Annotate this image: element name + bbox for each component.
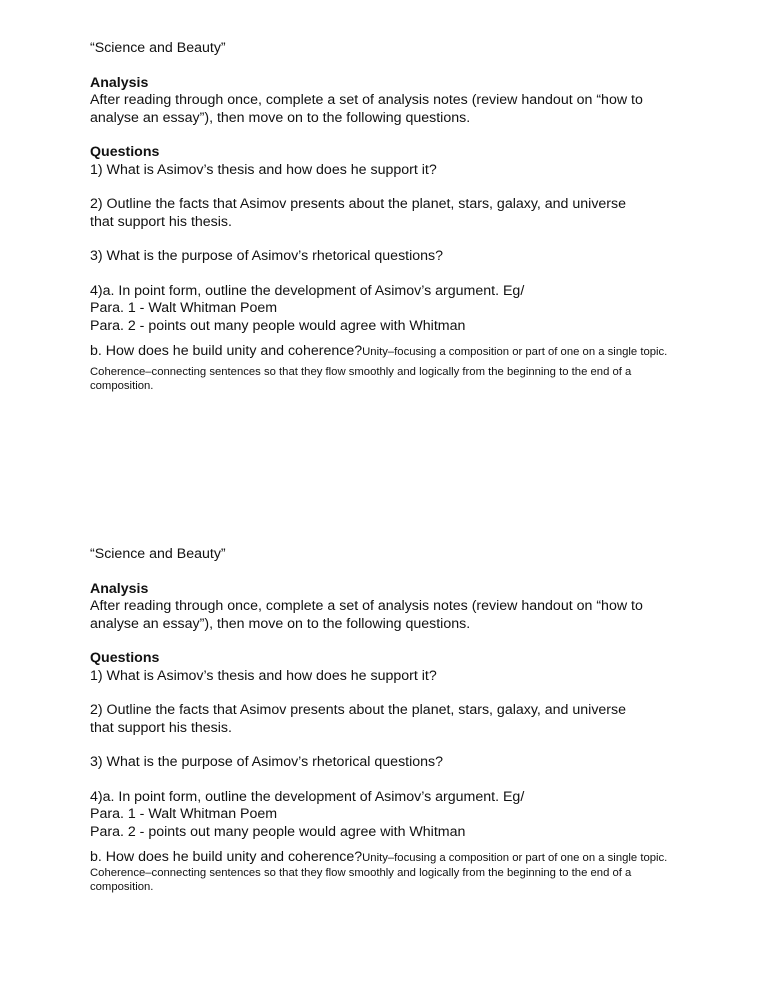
question-1: 1) What is Asimov’s thesis and how does he support it? [90,667,437,684]
analysis-text-line2: analyse an essay”), then move on to the following questions. [90,109,471,126]
question-2-line2: that support his thesis. [90,213,232,230]
unity-definition: Unity–focusing a composition or part of one on a single topic. [362,852,668,864]
question-2-line1: 2) Outline the facts that Asimov presents about the planet, stars, galaxy, and universe [90,702,627,718]
para-1-example: Para. 1 - Walt Whitman Poem [90,806,278,822]
document-title: “Science and Beauty” [90,40,226,56]
analysis-heading: Analysis [90,74,149,91]
unity-definition: Unity–focusing a composition or part of one on a single topic. [362,346,668,358]
question-4b [90,344,690,360]
coherence-definition: Coherence–connecting sentences so that they flow smoothly and logically from the beginning to the end of a composition. [90,365,632,392]
question-3: 3) What is the purpose of Asimov’s rhetorical questions? [90,248,444,264]
analysis-text-line2: analyse an essay”), then move on to the following questions. [90,615,471,632]
questions-heading: Questions [90,144,160,160]
analysis-text-line1: After reading through once, complete a set of analysis notes (review handout on “how to [90,92,643,108]
question-4b-text: b. How does he build unity and coherence? [90,849,363,865]
question-4b [90,850,690,866]
question-1: 1) What is Asimov’s thesis and how does he support it? [90,161,437,178]
document-title: “Science and Beauty” [90,546,226,562]
question-4a: 4)a. In point form, outline the development of Asimov’s argument. Eg/ [90,282,525,299]
para-2-example: Para. 2 - points out many people would agree with Whitman [90,823,466,840]
analysis-text-line1: After reading through once, complete a set of analysis notes (review handout on “how to [90,598,643,614]
para-1-example: Para. 1 - Walt Whitman Poem [90,300,278,316]
coherence-definition: Coherence–connecting sentences so that they flow smoothly and logically from the beginning to the end of a composition. [90,866,632,893]
questions-heading: Questions [90,650,160,666]
question-2-line2: that support his thesis. [90,719,232,736]
question-4a: 4)a. In point form, outline the development of Asimov’s argument. Eg/ [90,788,525,805]
analysis-heading: Analysis [90,580,149,597]
handout-copy-2 [90,546,690,895]
question-3: 3) What is the purpose of Asimov’s rhetorical questions? [90,754,444,770]
handout-copy-1 [90,40,690,394]
question-2-line1: 2) Outline the facts that Asimov presents about the planet, stars, galaxy, and universe [90,196,627,212]
question-4b-text: b. How does he build unity and coherence? [90,343,363,359]
para-2-example: Para. 2 - points out many people would agree with Whitman [90,317,466,334]
